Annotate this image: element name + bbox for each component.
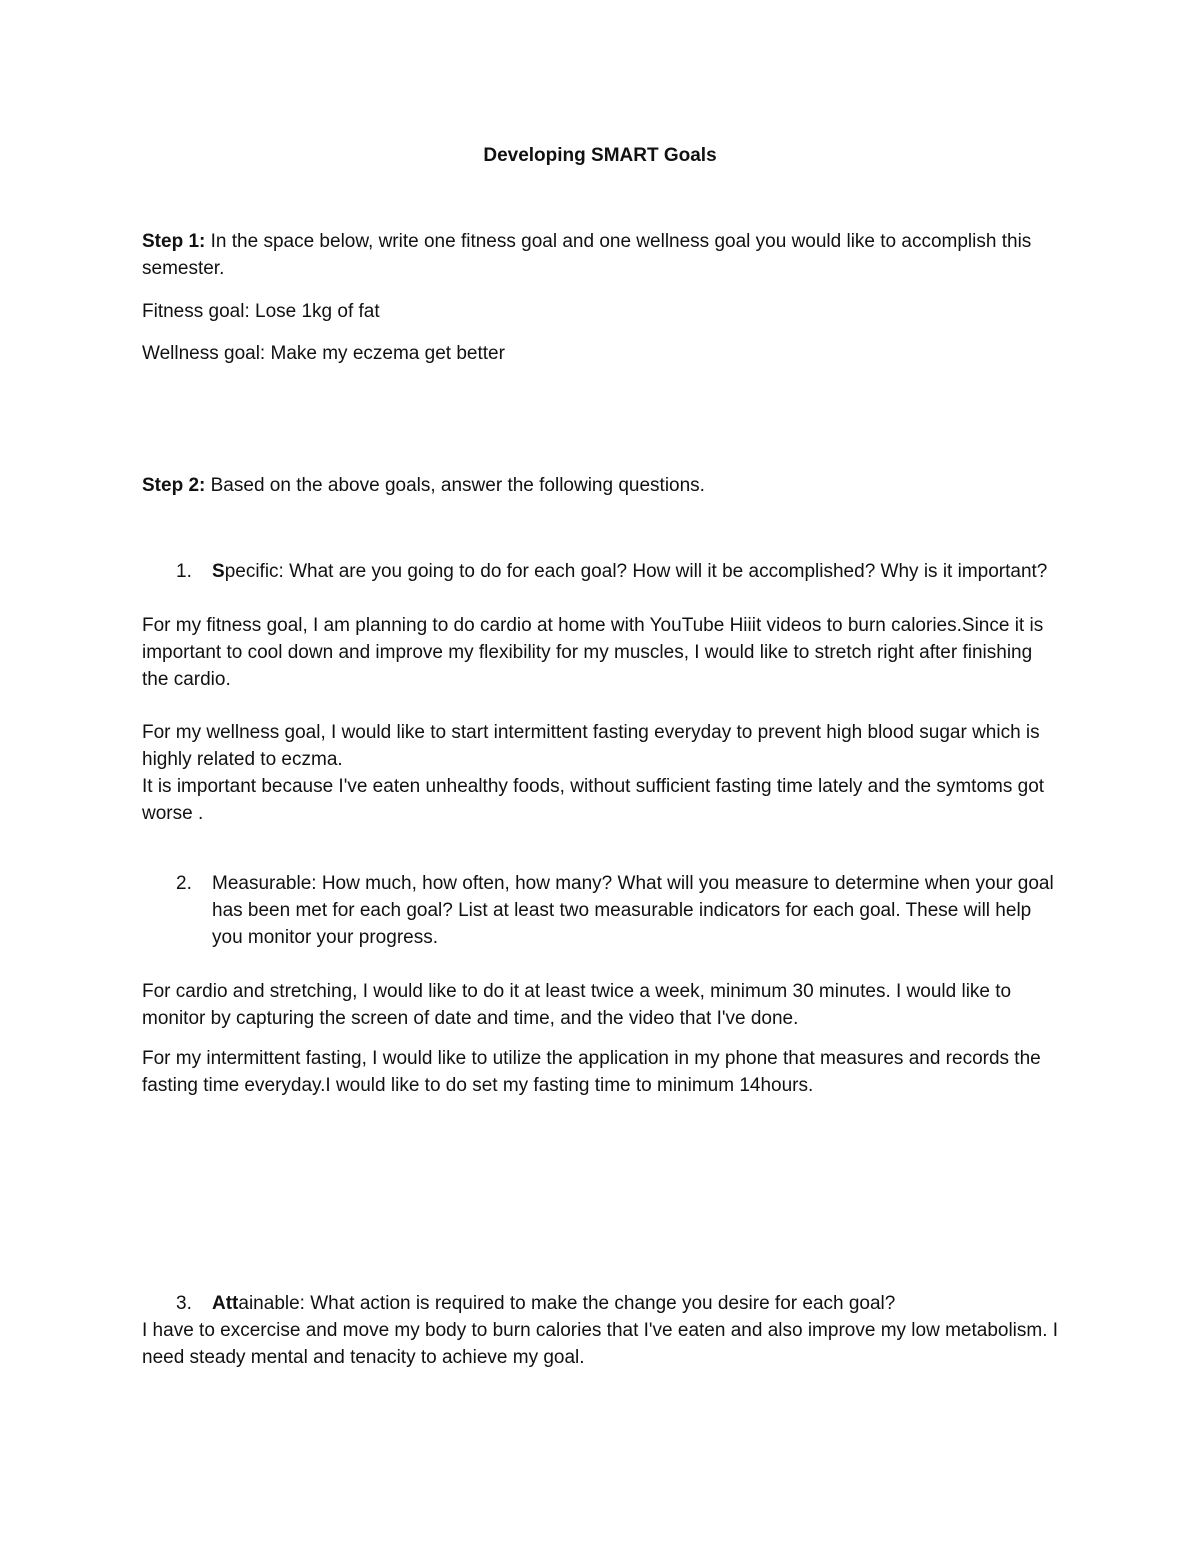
step2-text: Based on the above goals, answer the following questions.	[205, 475, 705, 496]
question-initial: Att	[212, 1293, 239, 1314]
step1-instruction	[142, 228, 1062, 282]
question-measurable	[142, 870, 1062, 951]
question-text: pecific: What are you going to do for each goal? How will it be accomplished? Why is it important?	[224, 561, 1048, 582]
question-text: ainable: What action is required to make the change you desire for each goal?	[238, 1293, 896, 1314]
step2-instruction	[142, 472, 1062, 499]
list-number: 1.	[176, 561, 192, 582]
specific-answer-wellness: For my wellness goal, I would like to start intermittent fasting everyday to prevent high blood sugar which is highly related to eczma.	[142, 722, 1040, 770]
list-number: 3.	[176, 1293, 192, 1314]
specific-answer-fitness: For my fitness goal, I am planning to do cardio at home with YouTube Hiiit videos to burn calories.Since it is important to cool down and improve my flexibility for my muscles, I would like to stretch right after finishing the cardio.	[142, 615, 1044, 690]
question-initial: S	[212, 561, 225, 582]
question-attainable	[142, 1290, 1062, 1317]
attainable-answer: I have to excercise and move my body to burn calories that I've eaten and also improve my low metabolism. I need steady mental and tenacity to achieve my goal.	[142, 1320, 1059, 1368]
question-specific	[142, 558, 1062, 585]
measurable-answer-fasting: For my intermittent fasting, I would like to utilize the application in my phone that measures and records the fasting time everyday.I would like to do set my fasting time to minimum 14hours.	[142, 1048, 1041, 1096]
page-title: Developing SMART Goals	[483, 145, 717, 166]
fitness-goal: Fitness goal: Lose 1kg of fat	[142, 301, 380, 322]
measurable-answer-cardio: For cardio and stretching, I would like to do it at least twice a week, minimum 30 minutes. I would like to monitor by capturing the screen of date and time, and the video that I've done.	[142, 981, 1012, 1029]
step2-label: Step 2:	[142, 475, 206, 496]
specific-answer-importance: It is important because I've eaten unhealthy foods, without sufficient fasting time lately and the symtoms got worse .	[142, 776, 1045, 824]
list-number: 2.	[176, 873, 192, 894]
step1-text: In the space below, write one fitness goal and one wellness goal you would like to accomplish this semester.	[142, 231, 1032, 279]
question-text: Measurable: How much, how often, how many? What will you measure to determine when your goal has been met for each goal? List at least two measurable indicators for each goal. These will help you monitor your progress.	[212, 873, 1054, 948]
step1-label: Step 1:	[142, 231, 206, 252]
wellness-goal: Wellness goal: Make my eczema get better	[142, 343, 505, 364]
